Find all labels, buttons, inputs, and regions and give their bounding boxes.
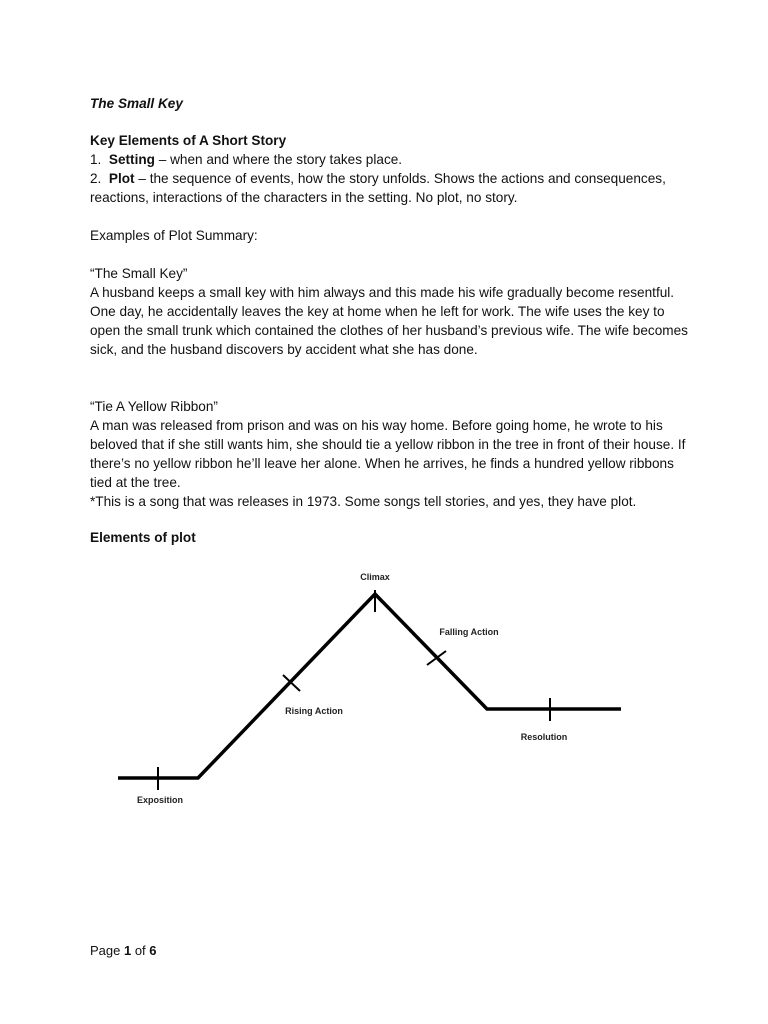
story-summary: A husband keeps a small key with him always and this made his wife gradually become resentful. One day, he accidentally leaves the key at home when he left for work. The wife uses the key to open the small trunk which contained the clothes of her husband’s previous wife. The wife becomes sick, and the husband discovers by accident what she has done. — [90, 285, 688, 357]
story-title: “Tie A Yellow Ribbon” — [90, 399, 218, 414]
list-number: 2. — [90, 171, 102, 186]
examples-heading: Examples of Plot Summary: — [90, 228, 258, 243]
page-separator: of — [131, 943, 150, 958]
list-definition: – when and where the story takes place. — [154, 152, 403, 167]
rising-action-label: Rising Action — [285, 706, 343, 716]
list-term: Plot — [108, 171, 135, 186]
section-heading: Key Elements of A Short Story — [90, 133, 287, 148]
elements-heading: Elements of plot — [90, 530, 196, 545]
story-title: “The Small Key” — [90, 266, 188, 281]
page-prefix: Page — [90, 943, 124, 958]
page-footer — [90, 943, 157, 958]
resolution-label: Resolution — [520, 732, 568, 742]
exposition-label: Exposition — [136, 795, 184, 805]
document-title: The Small Key — [90, 96, 183, 111]
falling-action-label: Falling Action — [439, 627, 499, 637]
story-summary: A man was released from prison and was on his way home. Before going home, he wrote to his beloved that if she still wants him, she should tie a yellow ribbon in the tree in front of their house. If there’s no yellow ribbon he’ll leave her alone. When he arrives, he finds a hundred yellow ribbons tied at the tree. — [90, 418, 686, 490]
page-current: 1 — [123, 943, 132, 958]
climax-label: Climax — [360, 572, 390, 582]
page-total: 6 — [149, 943, 157, 958]
list-number: 1. — [90, 152, 102, 167]
plot-line — [118, 594, 621, 778]
list-definition: – the sequence of events, how the story unfolds. Shows the actions and consequences, reactions, interactions of the characters in the setting. No plot, no story. — [90, 171, 666, 205]
list-term: Setting — [108, 152, 155, 167]
story-note: *This is a song that was releases in 1973. Some songs tell stories, and yes, they have plot. — [90, 494, 637, 509]
